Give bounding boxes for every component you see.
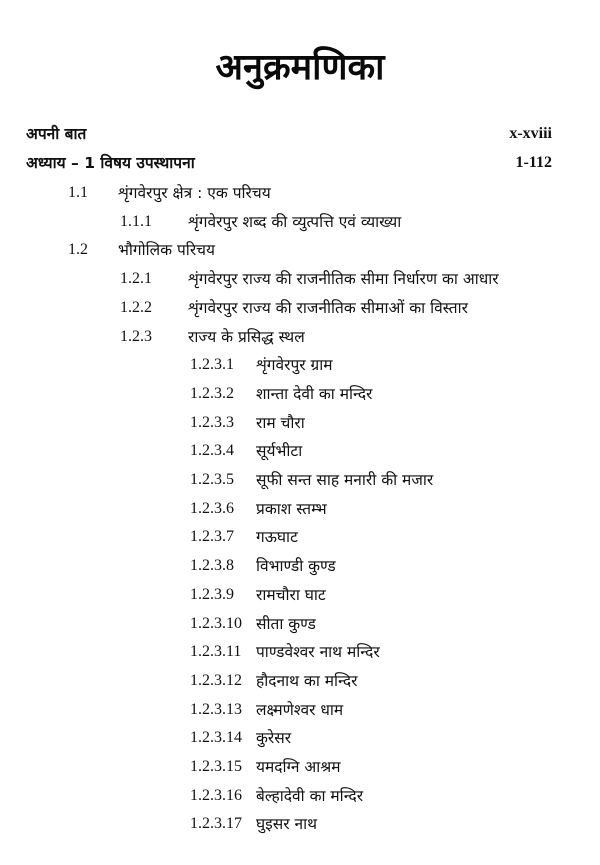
toc-entry-text: शृंगवेरपुर ग्राम — [256, 356, 333, 375]
toc-entry-number: 1.2.3.12 — [190, 671, 242, 689]
toc-entry-text: गऊघाट — [256, 528, 298, 547]
toc-entry-number: 1.2.3.4 — [190, 442, 234, 460]
toc-entry-number: 1.2.2 — [120, 298, 152, 316]
toc-entry-number: 1.2.3.1 — [190, 356, 234, 374]
toc-entry-text: हौदनाथ का मन्दिर — [256, 671, 358, 690]
toc-entry-text: सूफी सन्त साह मनारी की मजार — [256, 471, 434, 489]
toc-entry-number: 1.2.3.15 — [190, 758, 242, 775]
toc-entry — [0, 325, 600, 349]
toc-entry-number: 1.2.3.3 — [190, 413, 234, 431]
toc-entry-number: 1.2.3.2 — [190, 384, 234, 402]
toc-entry-number: 1.2.3.5 — [190, 471, 234, 488]
toc-entry-number: 1.2.3.9 — [190, 585, 234, 603]
toc-entry-text: घुइसर नाथ — [256, 815, 318, 834]
toc-entry — [0, 784, 600, 808]
toc-entry-text: शान्ता देवी का मन्दिर — [256, 384, 373, 403]
toc-entry — [0, 698, 600, 722]
toc-entry — [0, 669, 600, 693]
toc-entry-text: शृंगवेरपुर शब्द की व्युत्पत्ति एवं व्याख्या — [188, 212, 402, 231]
toc-entry-number: 1.2 — [68, 241, 88, 259]
toc-chapter-1 — [0, 151, 600, 175]
toc-entry-number: 1.2.3 — [120, 327, 152, 345]
toc-entry — [0, 726, 600, 750]
toc-entry-text: शृंगवेरपुर क्षेत्र : एक परिचय — [118, 184, 271, 202]
toc-entry — [0, 468, 600, 492]
toc-entry-number: 1.2.3.11 — [190, 643, 242, 661]
toc-entry — [0, 612, 600, 636]
toc-entry-number: 1.2.3.14 — [190, 729, 242, 747]
toc-entry-text: रामचौरा घाट — [256, 585, 326, 604]
toc-chapter-label: अध्याय – 1 विषय उपस्थापना — [26, 154, 195, 172]
toc-entry-number: 1.2.1 — [120, 270, 152, 288]
toc-entry-text: शृंगवेरपुर राज्य की राजनीतिक सीमाओं का विस्तार — [188, 298, 468, 317]
toc-entry — [0, 439, 600, 463]
toc-entry-number: 1.2.3.10 — [190, 614, 242, 632]
toc-entry-text: भौगोलिक परिचय — [118, 241, 215, 260]
toc-entry — [0, 812, 600, 836]
toc-chapter-pages: 1-112 — [515, 154, 552, 171]
toc-entry — [0, 382, 600, 406]
toc-entry-number: 1.1.1 — [120, 212, 152, 230]
toc-entry-text: बेल्हादेवी का मन्दिर — [256, 786, 364, 805]
toc-entry — [0, 497, 600, 521]
toc-entry — [0, 210, 600, 234]
toc-entry — [0, 267, 600, 291]
toc-front-pages: x-xviii — [509, 125, 552, 142]
toc-entry — [0, 755, 600, 779]
toc-entry — [0, 181, 600, 205]
toc-entry-number: 1.1 — [68, 184, 88, 201]
toc-entry — [0, 525, 600, 549]
toc-entry-text: यमदग्नि आश्रम — [256, 758, 341, 776]
toc-entry-text: शृंगवेरपुर राज्य की राजनीतिक सीमा निर्धारण का आधार — [188, 270, 499, 289]
toc-front-matter — [0, 122, 600, 146]
toc-entry-number: 1.2.3.8 — [190, 557, 234, 575]
toc-entry — [0, 640, 600, 664]
toc-entry-text: लक्ष्मणेश्वर धाम — [256, 700, 344, 719]
toc-entry — [0, 411, 600, 435]
toc-entry-number: 1.2.3.16 — [190, 786, 242, 804]
toc-entry — [0, 296, 600, 320]
toc-entry — [0, 353, 600, 377]
toc-entry — [0, 583, 600, 607]
toc-entry-text: प्रकाश स्तम्भ — [256, 499, 327, 518]
toc-entry-number: 1.2.3.17 — [190, 815, 242, 833]
toc-entry — [0, 554, 600, 578]
toc-front-label: अपनी बात — [26, 125, 87, 143]
toc-entry-text: पाण्डवेश्वर नाथ मन्दिर — [256, 643, 380, 662]
toc-entry-number: 1.2.3.13 — [190, 700, 242, 718]
toc-entry — [0, 238, 600, 262]
toc-entry-number: 1.2.3.6 — [190, 499, 234, 517]
toc-entry-text: सीता कुण्ड — [256, 614, 316, 633]
page-title: अनुक्रमणिका — [215, 47, 385, 88]
toc-entry-text: राज्य के प्रसिद्ध स्थल — [188, 327, 305, 346]
toc-entry-text: सूर्यभीटा — [256, 442, 303, 461]
toc-entry-number: 1.2.3.7 — [190, 528, 234, 546]
toc-entry-text: कुरेसर — [256, 729, 292, 748]
toc-entry-text: राम चौरा — [256, 413, 305, 432]
toc-entry-text: विभाण्डी कुण्ड — [256, 557, 336, 576]
